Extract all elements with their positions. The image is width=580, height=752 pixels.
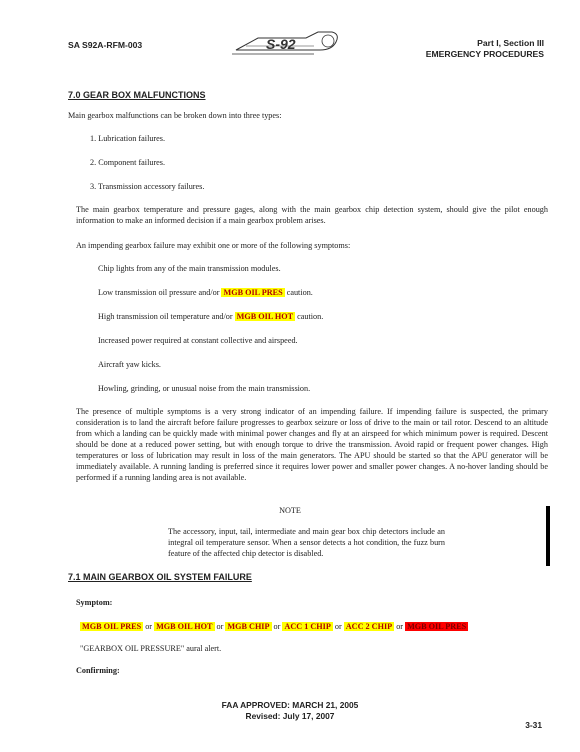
symptom-low-pressure: [98, 288, 313, 297]
section-7-1-title: 7.1 MAIN GEARBOX OIL SYSTEM FAILURE: [68, 572, 252, 582]
or-separator: or: [273, 622, 281, 631]
paragraph-gages: The main gearbox temperature and pressure gages, along with the main gearbox chip detection system, should give the pilot enough information to make an informed decision if a main gearbox problem arises.: [76, 205, 548, 225]
page-number: 3-31: [525, 720, 542, 730]
intro-text: Main gearbox malfunctions can be broken down into three types:: [68, 111, 282, 120]
symptom-noise: Howling, grinding, or unusual noise from the main transmission.: [98, 384, 311, 393]
caution-acc-1-chip: ACC 1 CHIP: [284, 622, 331, 631]
or-separator: or: [216, 622, 224, 631]
caution-mgb-oil-hot-7-1: MGB OIL HOT: [156, 622, 213, 631]
warning-mgb-oil-pres: MGB OIL PRES: [407, 622, 467, 631]
paragraph-symptoms-intro: An impending gearbox failure may exhibit one or more of the following symptoms:: [76, 241, 351, 250]
symptom-high-temp: [98, 312, 323, 321]
caution-mgb-oil-hot: MGB OIL HOT: [236, 312, 294, 321]
note-text: The accessory, input, tail, intermediate and main gear box chip detectors include an integral oil temperature sensor. When a sensor detects a hot condition, the fuzz burn feature of the affected chip detector is disabled.: [168, 527, 445, 558]
caution-list: [80, 622, 468, 631]
section-header: [426, 38, 544, 60]
type-item-1: 1. Lubrication failures.: [90, 134, 166, 143]
section-7-0-title: 7.0 GEAR BOX MALFUNCTIONS: [68, 90, 206, 100]
caution-mgb-oil-pres: MGB OIL PRES: [223, 288, 283, 297]
type-item-3: 3. Transmission accessory failures.: [90, 182, 205, 191]
section-label: EMERGENCY PROCEDURES: [425, 49, 544, 59]
document-id: SA S92A-RFM-003: [68, 40, 143, 50]
or-separator: or: [334, 622, 342, 631]
caution-mgb-chip: MGB CHIP: [227, 622, 270, 631]
revised-date: Revised: July 17, 2007: [245, 711, 335, 721]
symptom-low-pressure-suffix: caution.: [286, 288, 313, 297]
symptom-increased-power: Increased power required at constant collective and airspeed.: [98, 336, 298, 345]
confirming-label: Confirming:: [76, 666, 120, 675]
aural-alert: "GEARBOX OIL PRESSURE" aural alert.: [80, 644, 222, 653]
symptom-label: Symptom:: [76, 598, 113, 607]
type-item-2: 2. Component failures.: [90, 158, 166, 167]
caution-mgb-oil-pres-7-1: MGB OIL PRES: [82, 622, 142, 631]
faa-approved: FAA APPROVED: MARCH 21, 2005: [221, 700, 359, 710]
or-separator: or: [145, 622, 153, 631]
symptom-chip-lights: Chip lights from any of the main transmission modules.: [98, 264, 281, 273]
s92-logo: [228, 28, 344, 58]
logo-text: S-92: [266, 36, 296, 52]
paragraph-multiple-symptoms: The presence of multiple symptoms is a very strong indicator of an impending failure. If impending failure is suspected, the primary consideration is to land the aircraft before failure progresses to gearbox seizure or loss of drive to the main or tail rotor. Descend to an altitude from which a landing can be quickly made with minimal power changes and fly at an airspeed for which minimum power is required. Descent should be done at a reduced power setting, but with enough torque to drive the transmission. Avoid rapid or frequent power changes. High temperatures or loss of lubrication may result in loss of the main generators. The APU should be started so that the APU generator will be immediately available. A running landing is preferred since it requires lower power and smaller power changes. A no-hover landing should be performed if a running landing area is not available.: [76, 407, 548, 482]
revision-bar: [546, 506, 550, 566]
part-label: Part I, Section III: [477, 38, 544, 48]
symptom-yaw-kicks: Aircraft yaw kicks.: [98, 360, 161, 369]
symptom-low-pressure-text: Low transmission oil pressure and/or: [98, 288, 220, 297]
note-label: NOTE: [279, 506, 301, 515]
symptom-high-temp-text: High transmission oil temperature and/or: [98, 312, 233, 321]
symptom-high-temp-suffix: caution.: [297, 312, 324, 321]
or-separator: or: [396, 622, 404, 631]
caution-acc-2-chip: ACC 2 CHIP: [345, 622, 393, 631]
